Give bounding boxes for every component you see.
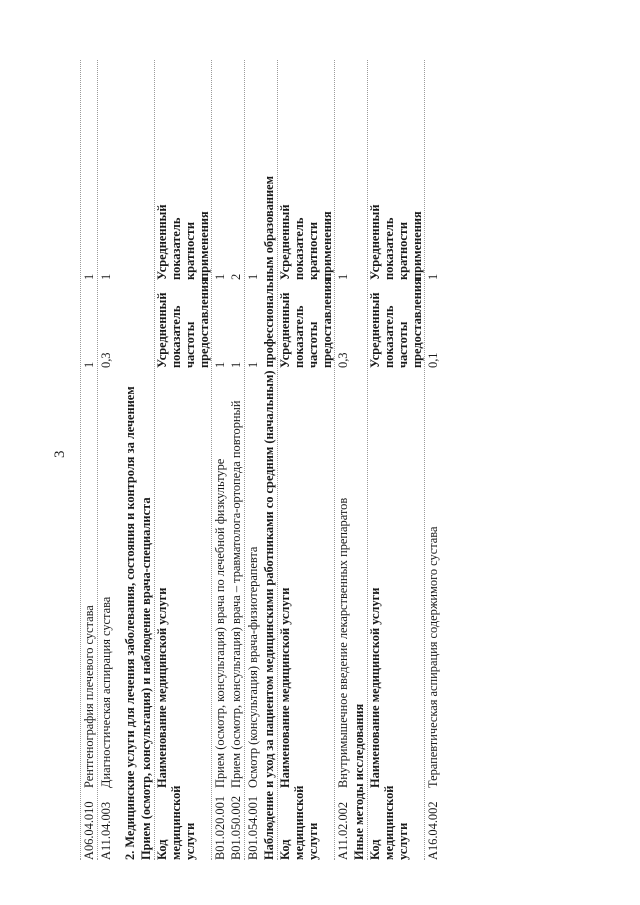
service-name: Рентгенография плечевого сустава [82, 605, 96, 788]
service-code: A11.02.002 [336, 801, 350, 860]
table-row [424, 60, 441, 860]
service-code: A16.04.002 [426, 801, 440, 860]
frequency-value: 0,3 [99, 352, 113, 368]
service-name: Прием (осмотр, консультация) врача по лечебной физкультуре [213, 458, 227, 788]
table-header [367, 60, 424, 860]
subsection-title: Прием (осмотр, консультация) и наблюдение врача-специалиста [139, 497, 153, 860]
section-title: 2. Медицинские услуги для лечения заболевания, состояния и контроля за лечением [123, 386, 137, 860]
frequency-value: 0,1 [426, 352, 440, 368]
table-header [277, 60, 334, 860]
table-row [97, 60, 114, 860]
service-name: Терапевтическая аспирация содержимого сустава [426, 526, 440, 788]
multiplicity-value: 1 [99, 273, 113, 280]
header-multiplicity: Усредненный показатель кратности применения [368, 204, 424, 280]
header-name: Наименование медицинской услуги [368, 587, 382, 788]
header-name: Наименование медицинской услуги [278, 587, 292, 788]
header-code: Код медицинской услуги [368, 785, 410, 860]
table-row [211, 60, 228, 860]
service-code: B01.020.001 [213, 795, 227, 860]
multiplicity-value: 2 [229, 273, 243, 280]
multiplicity-value: 1 [213, 273, 227, 280]
frequency-value: 1 [82, 361, 96, 368]
service-code: B01.050.002 [229, 795, 243, 860]
multiplicity-value: 1 [336, 273, 350, 280]
table-header [154, 60, 211, 860]
header-frequency: Усредненный показатель частоты предоставления [155, 278, 211, 368]
header-code: Код медицинской услуги [278, 785, 320, 860]
multiplicity-value: 1 [426, 273, 440, 280]
service-code: B01.054.001 [246, 795, 260, 860]
service-code: A06.04.010 [82, 801, 96, 860]
header-multiplicity: Усредненный показатель кратности применения [155, 204, 211, 280]
table-row [228, 60, 244, 860]
header-frequency: Усредненный показатель частоты предоставления [368, 278, 424, 368]
page-number: 3 [52, 450, 68, 458]
header-code: Код медицинской услуги [155, 785, 197, 860]
header-multiplicity: Усредненный показатель кратности применения [278, 204, 334, 280]
services-table [80, 60, 441, 860]
table-row [80, 60, 97, 860]
service-code: A11.04.003 [99, 801, 113, 860]
frequency-value: 1 [213, 361, 227, 368]
table-row [244, 60, 261, 860]
subsection-title: Иные методы исследования [352, 703, 366, 860]
frequency-value: 1 [229, 361, 243, 368]
table-row [334, 60, 351, 860]
multiplicity-value: 1 [246, 273, 260, 280]
service-name: Прием (осмотр, консультация) врача – травматолога-ортопеда повторный [229, 400, 243, 788]
service-name: Осмотр (консультация) врача-физиотерапевта [246, 546, 260, 788]
header-frequency: Усредненный показатель частоты предоставления [278, 278, 334, 368]
frequency-value: 1 [246, 361, 260, 368]
rotated-page-content [80, 60, 600, 860]
service-name: Внутримышечное введение лекарственных препаратов [336, 497, 350, 788]
header-name: Наименование медицинской услуги [155, 587, 169, 788]
frequency-value: 0,3 [336, 352, 350, 368]
subsection-title: Наблюдение и уход за пациентом медицинскими работниками со средним (начальным) профессиональным образованием [262, 175, 276, 860]
service-name: Диагностическая аспирация сустава [99, 596, 113, 788]
multiplicity-value: 1 [82, 273, 96, 280]
